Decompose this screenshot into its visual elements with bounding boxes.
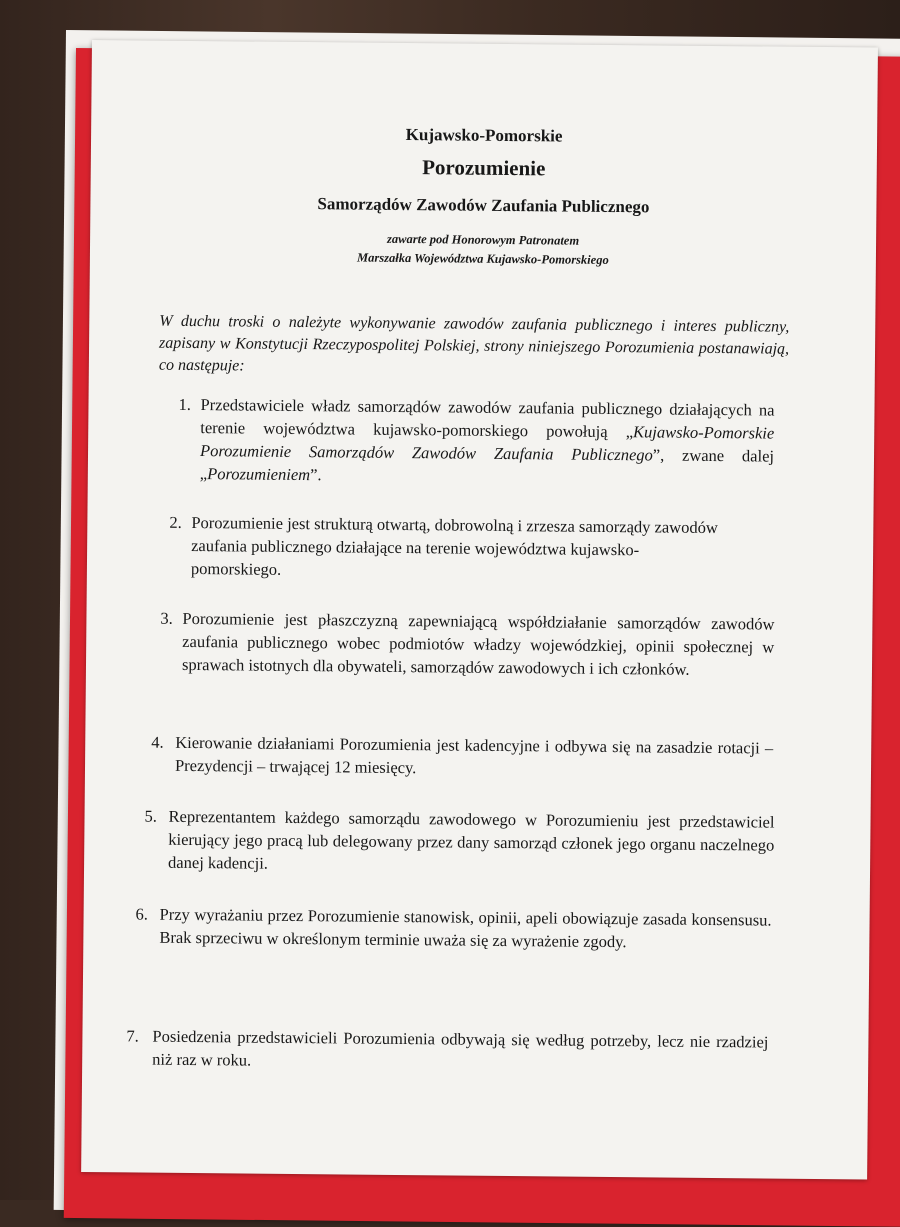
list-item [151, 731, 774, 778]
item-number: 3. [160, 608, 173, 628]
heading-subtitle: Samorządów Zawodów Zaufania Publicznego [317, 194, 650, 217]
patronage-line-1: zawarte pod Honorowym Patronatem [387, 231, 580, 248]
item-text: Porozumienie jest strukturą otwartą, dobrowolną i zrzesza samorządy zawodów zaufania publicznego działające na terenie województwa kujawsko-pomorskiego. [190, 512, 718, 579]
item-number: 1. [178, 394, 191, 414]
item-text-part: ”. [310, 465, 322, 485]
item-text: Przy wyrażaniu przez Porozumienie stanowisk, opinii, apeli obowiązuje zasada konsensusu. Brak sprzeciwu w określonym terminie uważa się za wyrażenie zgody. [159, 904, 772, 952]
item-text-part: Przedstawiciele władz samorządów zawodów zaufania publicznego działających na terenie województwa kujawsko-pomorskiego powołują „ [200, 395, 775, 442]
item-text [200, 393, 775, 491]
item-number: 7. [126, 1026, 139, 1046]
list-item [144, 805, 775, 873]
patronage-line-2: Marszałka Województwa Kujawsko-Pomorskiego [357, 250, 609, 267]
list-item [160, 607, 775, 679]
item-text: Posiedzenia przedstawicieli Porozumienia odbywają się według potrzeby, lecz nie rzadziej niż raz w roku. [152, 1026, 769, 1070]
list-item [135, 902, 772, 952]
item-text-emphasis: Kujawsko-Pomorskie Porozumienie Samorządów Zawodów Zaufania Publicznego [199, 422, 775, 465]
item-number: 5. [144, 806, 158, 826]
item-number: 6. [135, 904, 149, 924]
list-item [178, 393, 775, 485]
document-page [81, 40, 878, 1179]
heading-title: Porozumienie [422, 155, 546, 181]
item-text: Porozumienie jest płaszczyzną zapewniającą współdziałanie samorządów zawodów zaufania publicznego wobec podmiotów władzy wojewódzkiej, opinii społecznej w sprawach istotnych dla obywateli, samorządów zawodowych i ich członków. [181, 608, 775, 679]
item-text-emphasis: Porozumieniem [207, 464, 311, 485]
item-text: Reprezentantem każdego samorządu zawodowego w Porozumieniu jest przedstawiciel kierujący jego pracą lub delegowany przez dany samorząd członek jego organu naczelnego danej kadencji. [168, 806, 775, 873]
patronage-note [90, 227, 876, 273]
item-number: 4. [151, 732, 164, 752]
list-item [169, 511, 771, 579]
item-text: Kierowanie działaniami Porozumienia jest kadencyjne i odbywa się na zasadzie rotacji – Prezydencji – trwającej 12 miesięcy. [174, 732, 774, 778]
intro-paragraph: W duchu troski o należyte wykonywanie zawodów zaufania publicznego i interes publiczny, zapisany w Konstytucji Rzeczypospolitej Polskiej, strony niniejszego Porozumienia postanawiają, co następuje: [158, 312, 790, 375]
heading-region: Kujawsko-Pomorskie [405, 125, 563, 146]
item-number: 2. [169, 512, 182, 532]
list-item [126, 1024, 769, 1070]
item-text-part: ”, zwane dalej „ [199, 445, 775, 484]
